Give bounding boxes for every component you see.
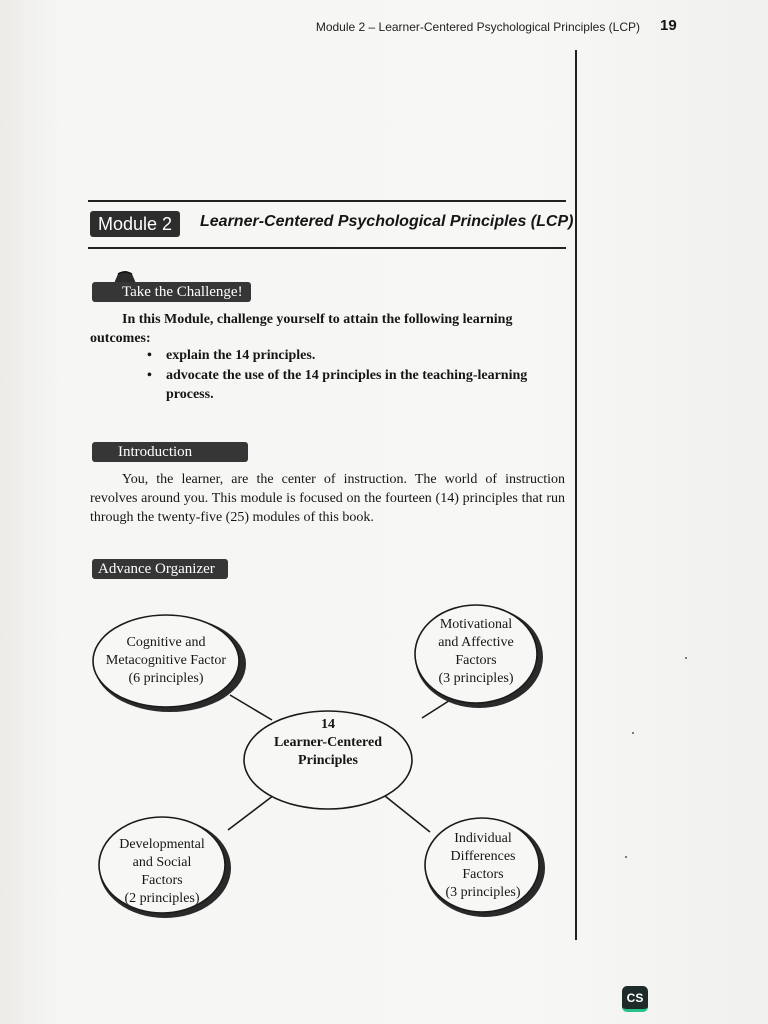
node-text: (6 principles) bbox=[128, 671, 204, 686]
node-text: Cognitive and bbox=[126, 635, 206, 650]
camscanner-logo-icon: CS bbox=[622, 986, 648, 1012]
list-item: • explain the 14 principles. bbox=[144, 346, 569, 365]
node-text: (3 principles) bbox=[438, 671, 514, 686]
node-text: Developmental bbox=[119, 837, 205, 852]
challenge-intro-line-2: outcomes: bbox=[90, 331, 151, 346]
connector-individual bbox=[385, 796, 430, 832]
scan-speck bbox=[625, 856, 627, 858]
take-the-challenge-label: Take the Challenge! bbox=[92, 282, 251, 302]
node-text: Factors bbox=[462, 867, 504, 882]
scan-speck bbox=[632, 732, 634, 734]
challenge-intro bbox=[90, 310, 565, 348]
module-tag: Module 2 bbox=[90, 211, 180, 237]
node-text: Motivational bbox=[439, 617, 513, 632]
node-text: (2 principles) bbox=[124, 891, 200, 906]
introduction-label: Introduction bbox=[92, 442, 248, 462]
advance-organizer-label: Advance Organizer bbox=[92, 559, 228, 579]
node-text: Metacognitive Factor bbox=[105, 653, 227, 668]
motivational-node-label bbox=[420, 616, 532, 688]
module-rule-top bbox=[88, 200, 566, 202]
node-text: Factors bbox=[455, 653, 497, 668]
node-text: and Affective bbox=[438, 635, 514, 650]
module-rule-bottom bbox=[88, 247, 566, 249]
center-node-label bbox=[248, 716, 408, 770]
module-title: Learner-Centered Psychological Principles (LCP) bbox=[200, 213, 574, 230]
list-item: • advocate the use of the 14 principles in the teaching-learning process. bbox=[144, 366, 569, 404]
node-text: Individual bbox=[454, 831, 512, 846]
node-text: and Social bbox=[132, 855, 192, 870]
introduction-text: You, the learner, are the center of instruction. The world of instruction revolves around you. This module is focused on the fourteen (14) principles that run through the twenty-five (25) modules of this book. bbox=[90, 472, 565, 525]
advance-organizer-diagram bbox=[80, 600, 580, 920]
node-text: 14 bbox=[321, 717, 335, 732]
page-number: 19 bbox=[660, 17, 677, 34]
developmental-node-label bbox=[106, 836, 218, 908]
introduction-paragraph bbox=[90, 470, 565, 527]
scan-speck bbox=[685, 657, 687, 659]
challenge-intro-line-1: In this Module, challenge yourself to attain the following learning bbox=[122, 312, 513, 327]
node-text: Learner-Centered bbox=[273, 735, 383, 750]
node-text: Principles bbox=[298, 753, 358, 768]
node-text: Factors bbox=[141, 873, 183, 888]
individual-node-label bbox=[430, 830, 536, 902]
connector-developmental bbox=[228, 792, 278, 830]
running-header: Module 2 – Learner-Centered Psychological Principles (LCP) bbox=[315, 20, 640, 34]
node-text: Differences bbox=[450, 849, 516, 864]
learning-outcomes-list bbox=[144, 346, 569, 405]
cognitive-node-label bbox=[93, 634, 239, 688]
node-text: (3 principles) bbox=[445, 885, 521, 900]
